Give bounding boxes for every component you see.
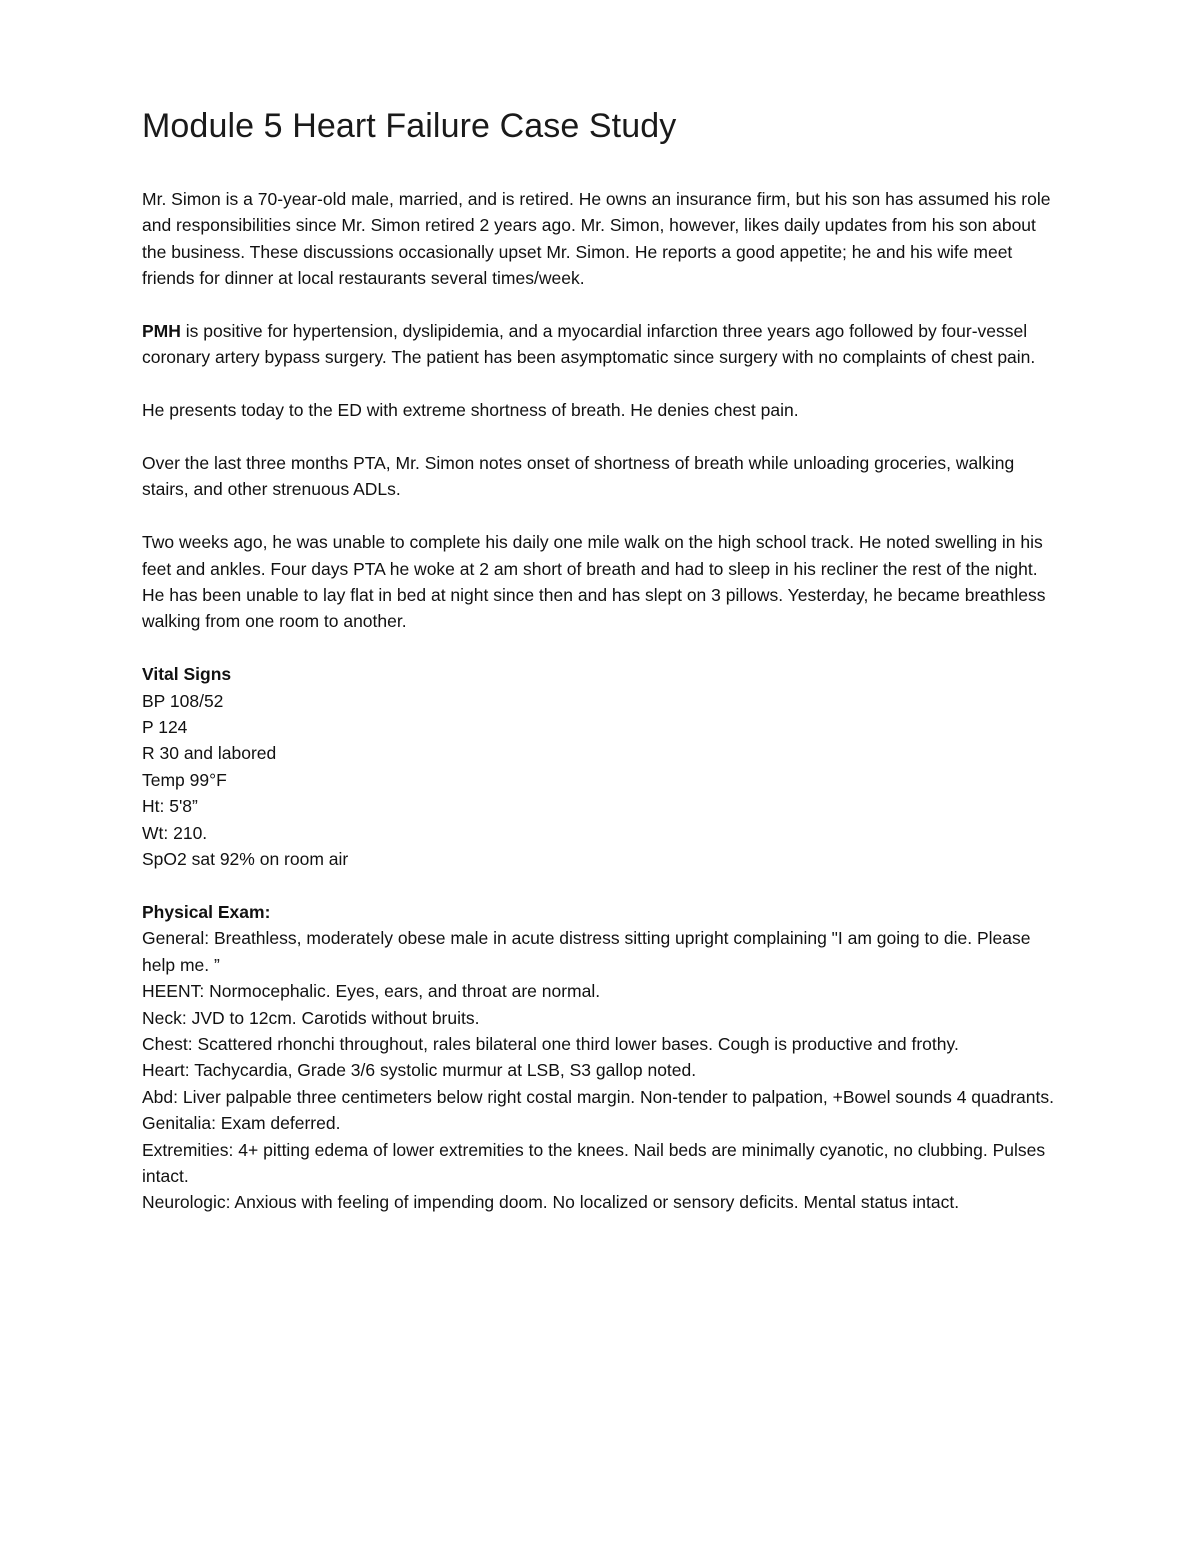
physical-exam-heading: Physical Exam: — [142, 901, 271, 922]
page-title: Module 5 Heart Failure Case Study — [142, 107, 677, 145]
exam-heent: HEENT: Normocephalic. Eyes, ears, and throat are normal. — [142, 981, 601, 1002]
vital-pulse: P 124 — [142, 717, 188, 738]
vital-bp: BP 108/52 — [142, 690, 224, 711]
physical-exam-section — [142, 899, 1062, 1216]
exam-abdomen: Abd: Liver palpable three centimeters below right costal margin. Non-tender to palpation, +Bowel sounds 4 quadrants. — [142, 1086, 1054, 1107]
intro-paragraph: Mr. Simon is a 70-year-old male, married, and is retired. He owns an insurance firm, but his son has assumed his role and responsibilities since Mr. Simon retired 2 years ago. Mr. Simon, however, likes daily updates from his son about the business. These discussions occasionally upset Mr. Simon. He reports a good appetite; he and his wife meet friends for dinner at local restaurants several times/week. — [142, 189, 1051, 289]
vital-height: Ht: 5'8” — [142, 796, 198, 817]
pmh-text: is positive for hypertension, dyslipidemia, and a myocardial infarction three years ago followed by four-vessel coronary artery bypass surgery. The patient has been asymptomatic since surgery with no complaints of chest pain. — [142, 321, 1036, 368]
exam-general: General: Breathless, moderately obese male in acute distress sitting upright complaining "I am going to die. Please help me. ” — [142, 928, 1031, 975]
vital-spo2: SpO2 sat 92% on room air — [142, 849, 349, 870]
vital-weight: Wt: 210. — [142, 822, 208, 843]
exam-genitalia: Genitalia: Exam deferred. — [142, 1113, 341, 1134]
exam-heart: Heart: Tachycardia, Grade 3/6 systolic murmur at LSB, S3 gallop noted. — [142, 1060, 697, 1081]
vital-signs-section — [142, 661, 1062, 872]
exam-neck: Neck: JVD to 12cm. Carotids without bruits. — [142, 1007, 480, 1028]
exam-chest: Chest: Scattered rhonchi throughout, rales bilateral one third lower bases. Cough is productive and frothy. — [142, 1033, 959, 1054]
pmh-paragraph — [142, 318, 1062, 371]
exam-extremities: Extremities: 4+ pitting edema of lower extremities to the knees. Nail beds are minimally cyanotic, no clubbing. Pulses intact. — [142, 1139, 1046, 1186]
document-page — [142, 98, 1062, 1242]
history-paragraph-1: Over the last three months PTA, Mr. Simon notes onset of shortness of breath while unloading groceries, walking stairs, and other strenuous ADLs. — [142, 453, 1015, 500]
vital-respirations: R 30 and labored — [142, 743, 277, 764]
exam-neurologic: Neurologic: Anxious with feeling of impending doom. No localized or sensory deficits. Mental status intact. — [142, 1192, 960, 1213]
history-paragraph-2: Two weeks ago, he was unable to complete his daily one mile walk on the high school track. He noted swelling in his feet and ankles. Four days PTA he woke at 2 am short of breath and had to sleep in his recliner the rest of the night. He has been unable to lay flat in bed at night since then and has slept on 3 pillows. Yesterday, he became breathless walking from one room to another. — [142, 532, 1046, 632]
pmh-label: PMH — [142, 321, 181, 342]
vital-signs-heading: Vital Signs — [142, 664, 232, 685]
presents-paragraph: He presents today to the ED with extreme shortness of breath. He denies chest pain. — [142, 400, 799, 421]
vital-temp: Temp 99°F — [142, 769, 227, 790]
